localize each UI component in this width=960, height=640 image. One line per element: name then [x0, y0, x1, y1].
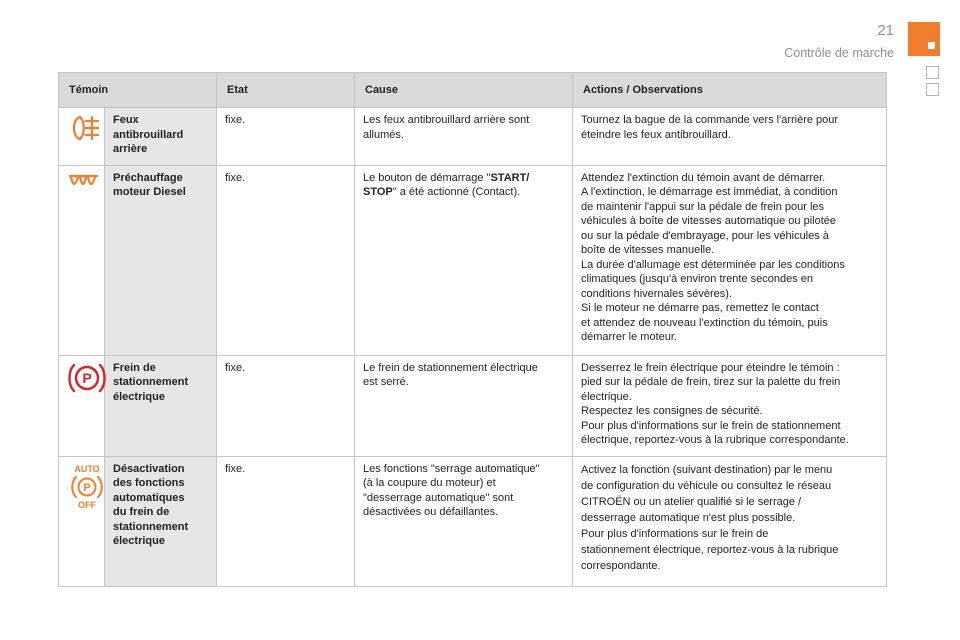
cause-cell: [355, 355, 573, 456]
lamp-cause: Les feux antibrouillard arrière sont allumés.: [363, 114, 530, 141]
svg-text:P: P: [83, 481, 91, 494]
page-number: 21: [877, 22, 894, 39]
lamp-actions: Activez la fonction (suivant destination) par le menu de configuration du véhicule ou consultez le réseau CITROËN ou un atelier qualifié si le serrage / desserrage automatique n'est plus possible. Pour plus d'informations sur le frein de stationnement électrique, reportez-vous à la rubrique correspondante.: [581, 463, 839, 572]
lamp-actions: Attendez l'extinction du témoin avant de démarrer. A l'extinction, le démarrage est immédiat, à condition de maintenir l'appui sur la pédale de frein pour les véhicules à boîte de vitesses automatique ou pilotée ou sur la pédale d'embrayage, pour les véhicules à boîte de vitesses manuelle. La durée d'allumage est déterminée par les conditions climatiques (jusqu'à environ trente secondes en conditions hivernales sévères). Si le moteur ne démarre pas, remettez le contact et attendez de nouveau l'extinction du témoin, puis démarrer le moteur.: [581, 171, 845, 343]
auto-label: AUTO: [74, 463, 100, 474]
cause-cell: [355, 165, 573, 355]
auto-brake-off-icon: [67, 462, 107, 515]
chapter-tab-empty[interactable]: [926, 66, 939, 79]
icon-cell: [59, 355, 105, 456]
cause-cell: [355, 108, 573, 166]
state-cell: [217, 456, 355, 586]
actions-cell: [573, 456, 887, 586]
lamp-actions: Tournez la bague de la commande vers l'arrière pour éteindre les feux antibrouillard.: [581, 114, 839, 141]
table-row: [59, 355, 887, 456]
chapter-tab[interactable]: [908, 22, 940, 56]
lamp-name: Frein de stationnement électrique: [113, 361, 189, 403]
icon-cell: [59, 456, 105, 586]
actions-cell: [573, 165, 887, 355]
off-label: OFF: [78, 499, 96, 510]
start-stop-label: START/ STOP: [363, 171, 530, 198]
lamp-name-cell: [105, 108, 217, 166]
cause-cell: [355, 456, 573, 586]
lamp-name: Préchauffage moteur Diesel: [113, 171, 186, 198]
warning-lamps-table: [58, 72, 887, 587]
lamp-state: fixe.: [225, 462, 246, 475]
state-cell: [217, 108, 355, 166]
actions-cell: [573, 355, 887, 456]
icon-cell: [59, 165, 105, 355]
lamp-cause-post: " a été actionné (Contact).: [392, 186, 521, 198]
table-row: [59, 165, 887, 355]
lamp-state: fixe.: [225, 114, 246, 126]
lamp-cause: Le frein de stationnement électrique est serré.: [363, 361, 538, 388]
state-cell: [217, 355, 355, 456]
column-header-cause: Cause: [355, 73, 573, 108]
table-row: [59, 108, 887, 166]
rear-fog-lamp-icon: [67, 113, 101, 148]
electric-parking-brake-icon: [67, 361, 107, 400]
column-header-actions: Actions / Observations: [573, 73, 887, 108]
lamp-name: Désactivation des fonctions automatiques du frein de stationnement électrique: [113, 462, 189, 547]
glow-plug-icon: [67, 171, 101, 200]
chapter-tab-empty[interactable]: [926, 83, 939, 96]
table-header-row: [59, 73, 887, 108]
state-cell: [217, 165, 355, 355]
column-header-temoin: Témoin: [59, 73, 217, 108]
actions-cell: [573, 108, 887, 166]
icon-cell: [59, 108, 105, 166]
chapter-tab-marker: [928, 42, 935, 49]
lamp-name-cell: [105, 355, 217, 456]
lamp-state: fixe.: [225, 361, 246, 374]
table-row: [59, 456, 887, 586]
lamp-actions: Desserrez le frein électrique pour éteindre le témoin : pied sur la pédale de frein, tirez sur la palette du frein électrique. Respectez les consignes de sécurité. Pour plus d'informations sur le frein de stationnement électrique, reportez-vous à la rubrique correspondante.: [581, 361, 849, 446]
lamp-state: fixe.: [225, 171, 246, 184]
lamp-name-cell: [105, 456, 217, 586]
column-header-etat: Etat: [217, 73, 355, 108]
lamp-cause-pre: Le bouton de démarrage ": [363, 171, 491, 184]
lamp-cause: Les fonctions "serrage automatique" (à la coupure du moteur) et "desserrage automatique" sont désactivées ou défaillantes.: [363, 462, 540, 518]
lamp-name-cell: [105, 165, 217, 355]
svg-text:P: P: [82, 369, 92, 386]
section-title: Contrôle de marche: [784, 46, 894, 60]
lamp-name: Feux antibrouillard arrière: [113, 114, 184, 155]
